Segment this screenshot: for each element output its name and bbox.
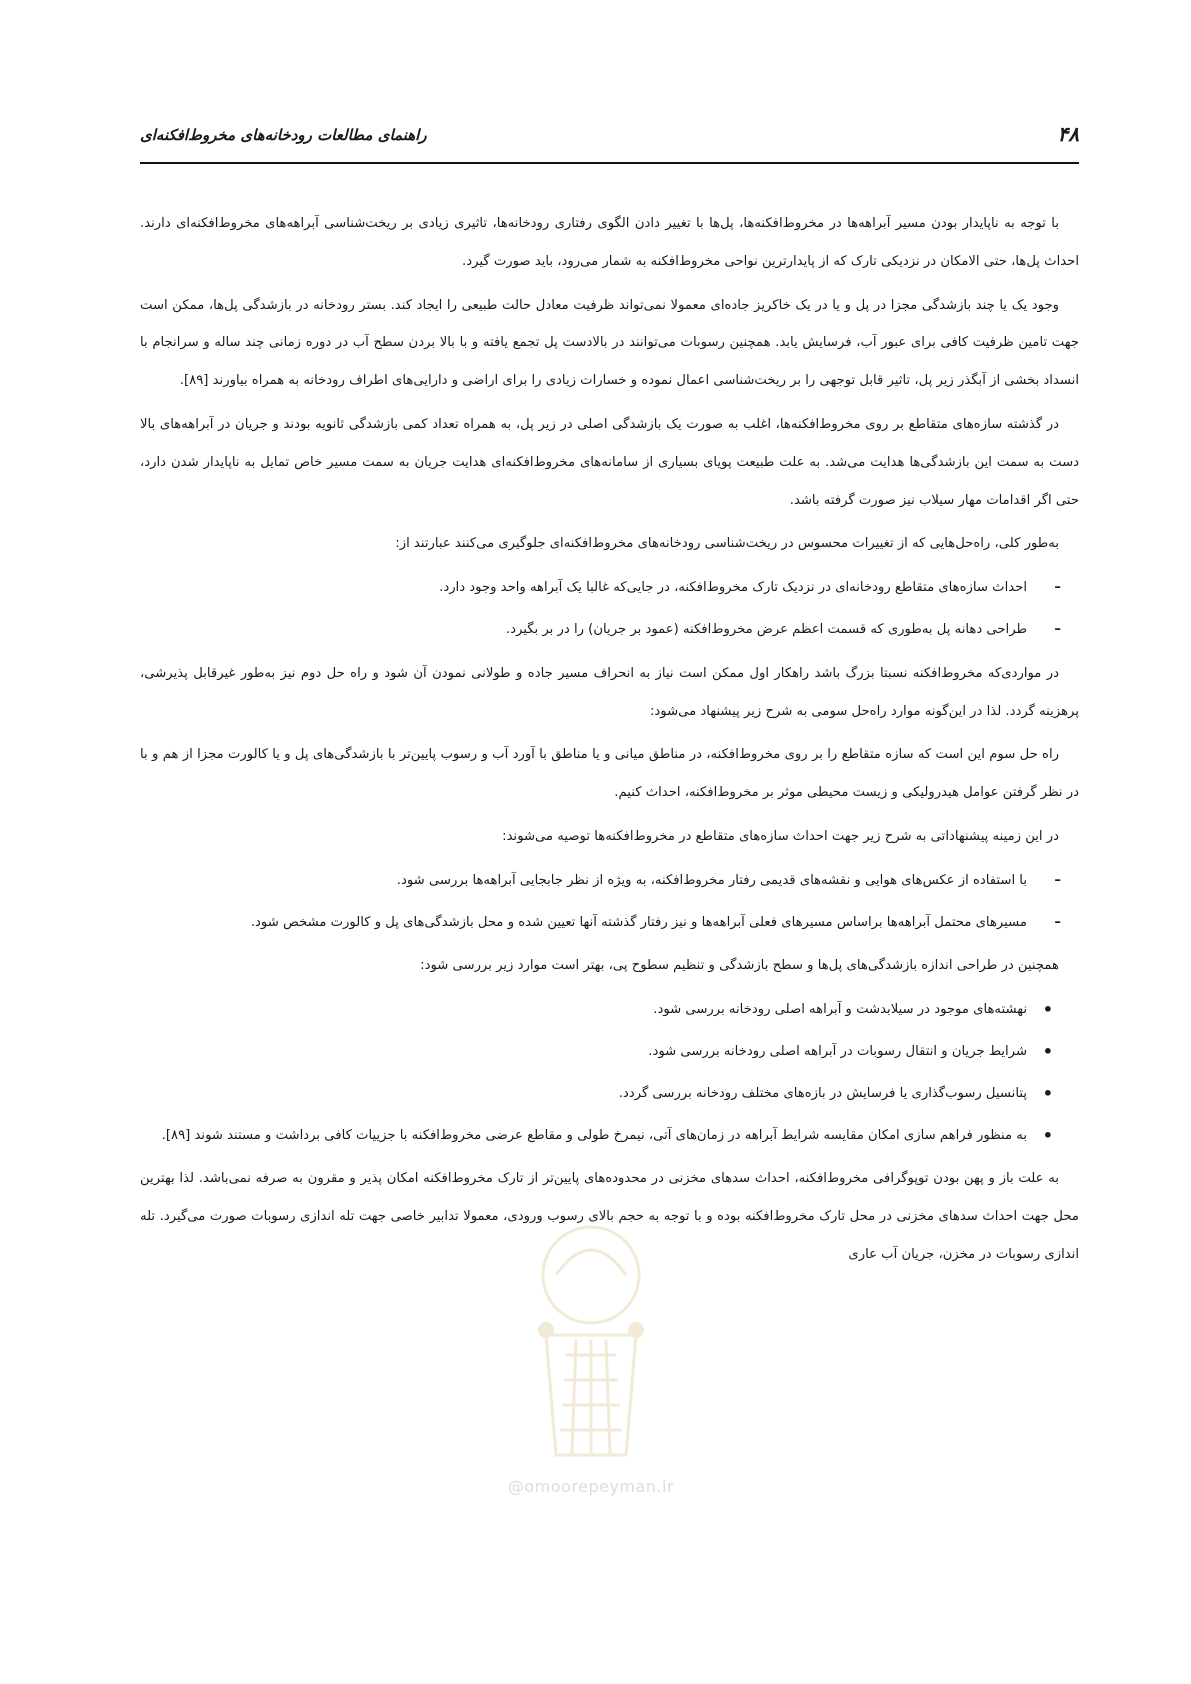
list-item-text: نهشته‌های موجود در سیلابدشت و آبراهه اصلی رودخانه بررسی شود. <box>653 1002 1027 1018</box>
list-item-text: پتانسیل رسوب‌گذاری یا فرسایش در بازه‌های مختلف رودخانه بررسی گردد. <box>618 1085 1027 1101</box>
dash-bullet: – <box>1054 580 1061 596</box>
dot-bullet: • <box>1042 1000 1053 1020</box>
list-item-text: طراحی دهانه پل به‌طوری که قسمت اعظم عرض مخروط‌افکنه (عمود بر جریان) را در بر بگیرد. <box>505 621 1027 637</box>
paragraph: در این زمینه پیشنهاداتی به شرح زیر جهت احداث سازه‌های متقاطع در مخروط‌افکنه‌ها توصیه می‌شوند: <box>502 828 1059 844</box>
recommendations-list <box>140 862 1079 942</box>
paragraph: در مواردی‌که مخروط‌افکنه نسبتا بزرگ باشد راهکار اول ممکن است نیاز به انحراف مسیر جاده و طولانی نمودن آن شود و راه حل دوم نیز به‌طور غیرقابل پذیرشی، پرهزینه گردد. لذا در این‌گونه موارد راه‌حل سومی به شرح زیر پیشنهاد می‌شود: <box>140 665 1079 719</box>
paragraph: به علت باز و پهن بودن توپوگرافی مخروط‌افکنه، احداث سدهای مخزنی در محدوده‌های پایین‌تر از تارک مخروط‌افکنه امکان پذیر و مقرون به صرفه نمی‌باشد. لذا بهترین محل جهت احداث سدهای مخزنی در محل تارک مخروط‌افکنه بوده و با توجه به حجم بالای رسوب ورودی، معمولا تدابیر خاصی جهت تله اندازی رسوبات صورت می‌گیرد. تله اندازی رسوبات در مخزن، جریان آب عاری <box>140 1171 1079 1262</box>
paragraph: وجود یک یا چند بازشدگی مجزا در پل و یا در یک خاکریز جاده‌ای معمولا نمی‌تواند ظرفیت معادل حالت طبیعی را ایجاد کند. بستر رودخانه در بازشدگی پل‌ها، ممکن است جهت تامین ظرفیت کافی برای عبور آب، فرسایش یابد. همچنین رسوبات می‌توانند در بالادست پل تجمع یافته و با بالا بردن سطح آب در دوره زمانی چند ساله و سرانجام با انسداد بخشی از آبگذر زیر پل، تاثیر قابل توجهی را بر ریخت‌شناسی اعمال نموده و خسارات زیادی را برای اراضی و دارایی‌های اطراف رودخانه به همراه بیاورند [۸۹]. <box>140 297 1079 389</box>
list-item <box>140 1075 1079 1113</box>
dash-bullet: – <box>1054 872 1061 888</box>
page-number: ۴۸ <box>1057 122 1079 146</box>
watermark-text: @omoorepeyman.ir <box>507 1477 675 1496</box>
list-item <box>140 904 1079 942</box>
paragraph: با توجه به ناپایدار بودن مسیر آبراهه‌ها در مخروط‌افکنه‌ها، پل‌ها با تغییر دادن الگوی رفتاری رودخانه‌ها، تاثیری زیادی بر ریخت‌شناسی آبراهه‌های مخروط‌افکنه‌ای دارند. احداث پل‌ها، حتی الامکان در نزدیکی تارک که از پایدارترین نواحی مخروط‌افکنه به شمار می‌رود، باید صورت گیرد. <box>140 216 1079 269</box>
list-item-text: شرایط جریان و انتقال رسوبات در آبراهه اصلی رودخانه بررسی شود. <box>648 1043 1027 1059</box>
list-item-text: مسیرهای محتمل آبراهه‌ها براساس مسیرهای فعلی آبراهه‌ها و نیز رفتار گذشته آنها تعیین شده و محل بازشدگی‌های پل و کالورت مشخص شود. <box>250 914 1027 930</box>
list-item <box>140 611 1079 649</box>
list-item-text: با استفاده از عکس‌های هوایی و نقشه‌های قدیمی رفتار مخروط‌افکنه، به ویژه از نظر جابجایی آبراهه‌ها بررسی شود. <box>396 872 1027 888</box>
list-item <box>140 862 1079 900</box>
checks-list <box>140 991 1079 1154</box>
dot-bullet: • <box>1042 1125 1053 1145</box>
list-item <box>140 1117 1079 1155</box>
list-item-text: به منظور فراهم سازی امکان مقایسه شرایط آبراهه در زمان‌های آتی، نیمرخ طولی و مقاطع عرضی مخروط‌افکنه با جزییات کافی برداشت و مستند شوند [۸۹]. <box>161 1127 1027 1143</box>
dash-bullet: – <box>1054 621 1061 637</box>
dash-bullet: – <box>1054 914 1061 930</box>
list-item <box>140 1033 1079 1071</box>
solutions-list <box>140 569 1079 649</box>
header-title: راهنمای مطالعات رودخانه‌های مخروط‌افکنه‌ای <box>140 126 427 144</box>
paragraph: به‌طور کلی، راه‌حل‌هایی که از تغییرات محسوس در ریخت‌شناسی رودخانه‌های مخروط‌افکنه‌ای جلوگیری می‌کنند عبارتند از: <box>395 536 1059 552</box>
dot-bullet: • <box>1042 1083 1053 1103</box>
paragraph: راه حل سوم این است که سازه متقاطع را بر روی مخروط‌افکنه، در مناطق میانی و یا مناطق با آورد آب و رسوب پایین‌تر با بازشدگی‌های پل و یا کالورت مجزا از هم و با در نظر گرفتن عوامل هیدرولیکی و زیست محیطی موثر بر مخروط‌افکنه، احداث کنیم. <box>140 747 1079 801</box>
page-header <box>140 122 1079 164</box>
body-text <box>140 205 1079 1274</box>
list-item-text: احداث سازه‌های متقاطع رودخانه‌ای در نزدیک تارک مخروط‌افکنه، در جایی‌که غالبا یک آبراهه واحد وجود دارد. <box>439 580 1027 596</box>
dot-bullet: • <box>1042 1041 1053 1061</box>
list-item <box>140 991 1079 1029</box>
list-item <box>140 569 1079 607</box>
paragraph: همچنین در طراحی اندازه بازشدگی‌های پل‌ها و سطح بازشدگی و تنظیم سطوح پی، بهتر است موارد زیر بررسی شود: <box>420 958 1059 974</box>
paragraph: در گذشته سازه‌های متقاطع بر روی مخروط‌افکنه‌ها، اغلب به صورت یک بازشدگی اصلی در زیر پل، به همراه تعداد کمی بازشدگی ثانویه بودند و جریان در آبراهه‌های بالا دست به سمت این بازشدگی‌ها هدایت می‌شد. به علت طبیعت پویای بسیاری از سامانه‌های مخروط‌افکنه‌ای هدایت جریان به سمت مسیر خاص تمایل به ناپایدار شدن دارد، حتی اگر اقدامات مهار سیلاب نیز صورت گرفته باشد. <box>140 416 1079 508</box>
